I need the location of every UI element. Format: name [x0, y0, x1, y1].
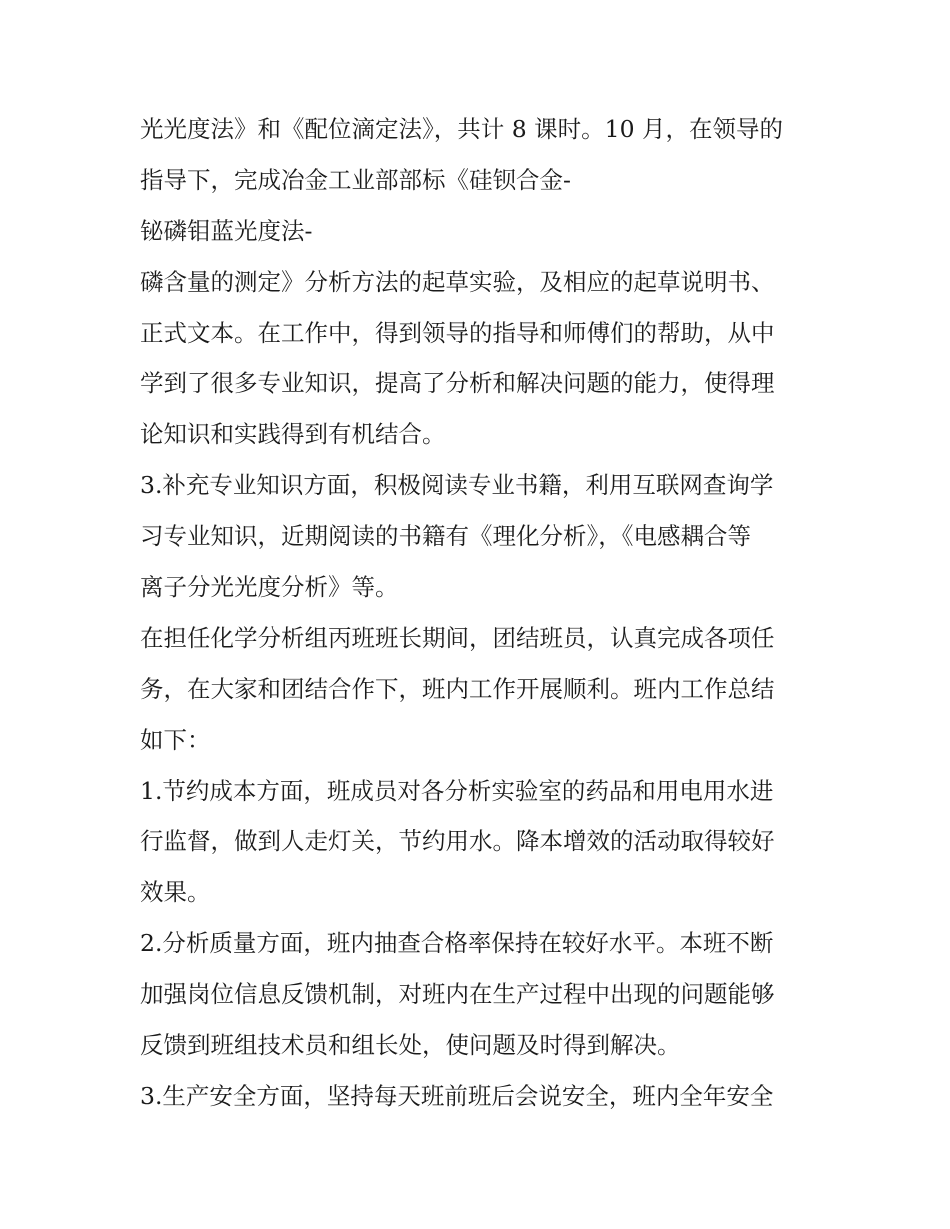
text-line: 效果。 — [140, 878, 211, 907]
text-line: 论知识和实践得到有机结合。 — [140, 420, 446, 449]
text-line: 铋磷钼蓝光度法- — [140, 216, 313, 245]
text-line: 如下： — [140, 725, 211, 754]
text-line: 行监督，做到人走灯关，节约用水。降本增效的活动取得较好 — [140, 827, 775, 856]
text-line: 指导下，完成冶金工业部部标《硅钡合金- — [140, 165, 571, 194]
text-line: 学到了很多专业知识，提高了分析和解决问题的能力，使得理 — [140, 369, 775, 398]
text-line: 务，在大家和团结合作下，班内工作开展顺利。班内工作总结 — [140, 674, 775, 703]
text-line: 1.节约成本方面，班成员对各分析实验室的药品和用电用水进 — [140, 776, 774, 805]
text-line: 3.生产安全方面，坚持每天班前班后会说安全，班内全年安全 — [140, 1081, 774, 1110]
text-line: 磷含量的测定》分析方法的起草实验，及相应的起草说明书、 — [140, 267, 775, 296]
text-line: 3.补充专业知识方面，积极阅读专业书籍，利用互联网查询学 — [140, 471, 774, 500]
text-line: 2.分析质量方面，班内抽查合格率保持在较好水平。本班不断 — [140, 929, 774, 958]
text-line: 加强岗位信息反馈机制，对班内在生产过程中出现的问题能够 — [140, 980, 775, 1009]
text-line: 光光度法》和《配位滴定法》，共计 8 课时。10 月，在领导的 — [140, 115, 784, 143]
text-line: 在担任化学分析组丙班班长期间，团结班员，认真完成各项任 — [140, 623, 775, 652]
text-line: 正式文本。在工作中，得到领导的指导和师傅们的帮助，从中 — [140, 318, 775, 347]
text-line: 离子分光光度分析》等。 — [140, 573, 399, 602]
document-body — [140, 104, 820, 1122]
text-line: 反馈到班组技术员和组长处，使问题及时得到解决。 — [140, 1031, 681, 1060]
text-line: 习专业知识，近期阅读的书籍有《理化分析》，《电感耦合等 — [140, 522, 751, 551]
